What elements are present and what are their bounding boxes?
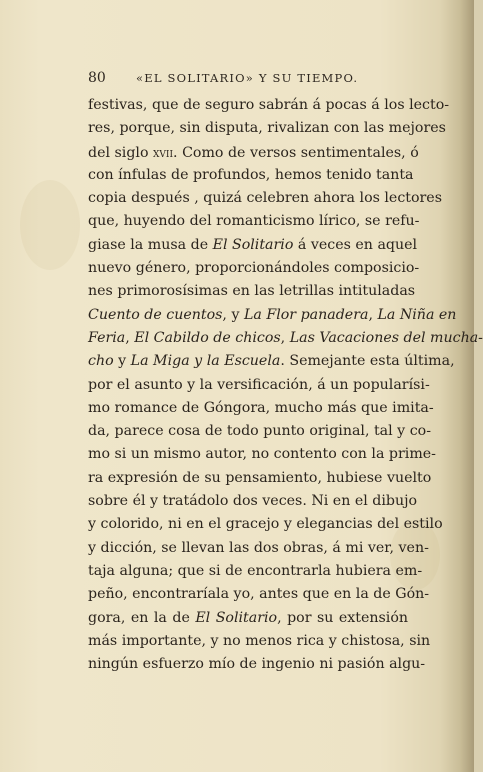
page-header (88, 70, 408, 86)
text-run: ningún esfuerzo mío de ingenio ni pasión algu- (88, 656, 426, 673)
italic-text: Las Vacaciones del mucha- (289, 329, 483, 346)
text-line (88, 607, 408, 630)
text-run: giase la musa de (88, 236, 213, 253)
text-line (88, 467, 432, 490)
text-run: y dicción, se llevan las dos obras, á mi ver, ven- (88, 539, 429, 556)
text-run: y (113, 353, 131, 370)
text-line (88, 327, 483, 350)
italic-text: El Solitario (195, 609, 278, 626)
text-run: ra expresión de su pensamiento, hubiese vuelto (88, 469, 432, 486)
text-run: . Como de versos sentimentales, ó (173, 144, 419, 161)
text-run: taja alguna; que si de encontrarla hubiera em- (88, 562, 423, 579)
text-run: da, parece cosa de todo punto original, tal y co- (88, 423, 431, 440)
text-run: , (368, 306, 378, 323)
text-line (88, 350, 455, 373)
text-run: copia después , quizá celebren ahora los lectores (88, 190, 442, 207)
text-line (88, 374, 430, 397)
text-line (88, 397, 434, 420)
text-run: gora, en la de (88, 609, 196, 626)
paper-stain (20, 180, 80, 270)
text-run: res, porque, sin disputa, rivalizan con las mejores (88, 120, 446, 137)
body-text (88, 94, 483, 676)
italic-text: El Solitario (212, 236, 294, 253)
italic-text: El Cabildo de chicos (134, 329, 281, 346)
italic-text: La Niña en (377, 306, 457, 323)
text-line (88, 257, 420, 280)
text-run: con ínfulas de profundos, hemos tenido tanta (88, 166, 414, 183)
text-run: peño, encontraríala yo, antes que en la de Gón- (88, 586, 430, 603)
text-run: , y (222, 306, 244, 323)
text-line (88, 443, 436, 466)
italic-text: cho (88, 353, 114, 370)
text-run: sobre él y tratádolo dos veces. Ni en el dibujo (88, 493, 418, 510)
text-line (88, 141, 419, 164)
text-run: que, huyendo del romanticismo lírico, se refu- (88, 213, 420, 230)
text-run: más importante, y no menos rica y chistosa, sin (88, 632, 431, 649)
italic-text: Cuento de cuentos (88, 306, 223, 323)
text-line (88, 280, 416, 303)
italic-text: Feria (88, 329, 126, 346)
text-line (88, 164, 414, 187)
text-run: mo romance de Góngora, mucho más que imita- (88, 399, 434, 416)
text-run: , (280, 329, 290, 346)
text-line (88, 630, 431, 653)
text-run: por el asunto y la versificación, á un popularísi- (88, 376, 430, 393)
text-run: del siglo (88, 144, 154, 161)
text-line (88, 187, 442, 210)
text-run: nes primorosísimas en las letrillas intituladas (88, 283, 416, 300)
italic-text: La Miga y la Escuela (130, 353, 281, 370)
text-line (88, 653, 426, 676)
italic-text: La Flor panadera (243, 306, 369, 323)
text-line (88, 513, 443, 536)
small-caps-text: xvii (153, 144, 174, 160)
text-run: , por su extensión (277, 609, 409, 626)
text-run: festivas, que de seguro sabrán á pocas á los lecto- (88, 97, 450, 113)
running-head: «EL SOLITARIO» Y SU TIEMPO. (136, 71, 359, 85)
text-line (88, 117, 446, 140)
text-line (88, 537, 429, 560)
text-run: á veces en aquel (293, 236, 418, 253)
text-line (88, 234, 418, 257)
text-run: y colorido, ni en el gracejo y elegancias del estilo (88, 516, 443, 533)
text-line (88, 490, 418, 513)
text-line (88, 304, 457, 327)
text-line (88, 420, 431, 443)
text-run: nuevo género, proporcionándoles composicio- (88, 260, 420, 277)
text-line (88, 583, 430, 606)
text-line (88, 94, 450, 117)
text-line (88, 210, 420, 233)
page-number: 80 (88, 70, 106, 86)
text-run: , (125, 329, 135, 346)
text-run: . Semejante esta última, (280, 353, 455, 370)
text-line (88, 560, 423, 583)
text-run: mo si un mismo autor, no contento con la prime- (88, 446, 436, 463)
